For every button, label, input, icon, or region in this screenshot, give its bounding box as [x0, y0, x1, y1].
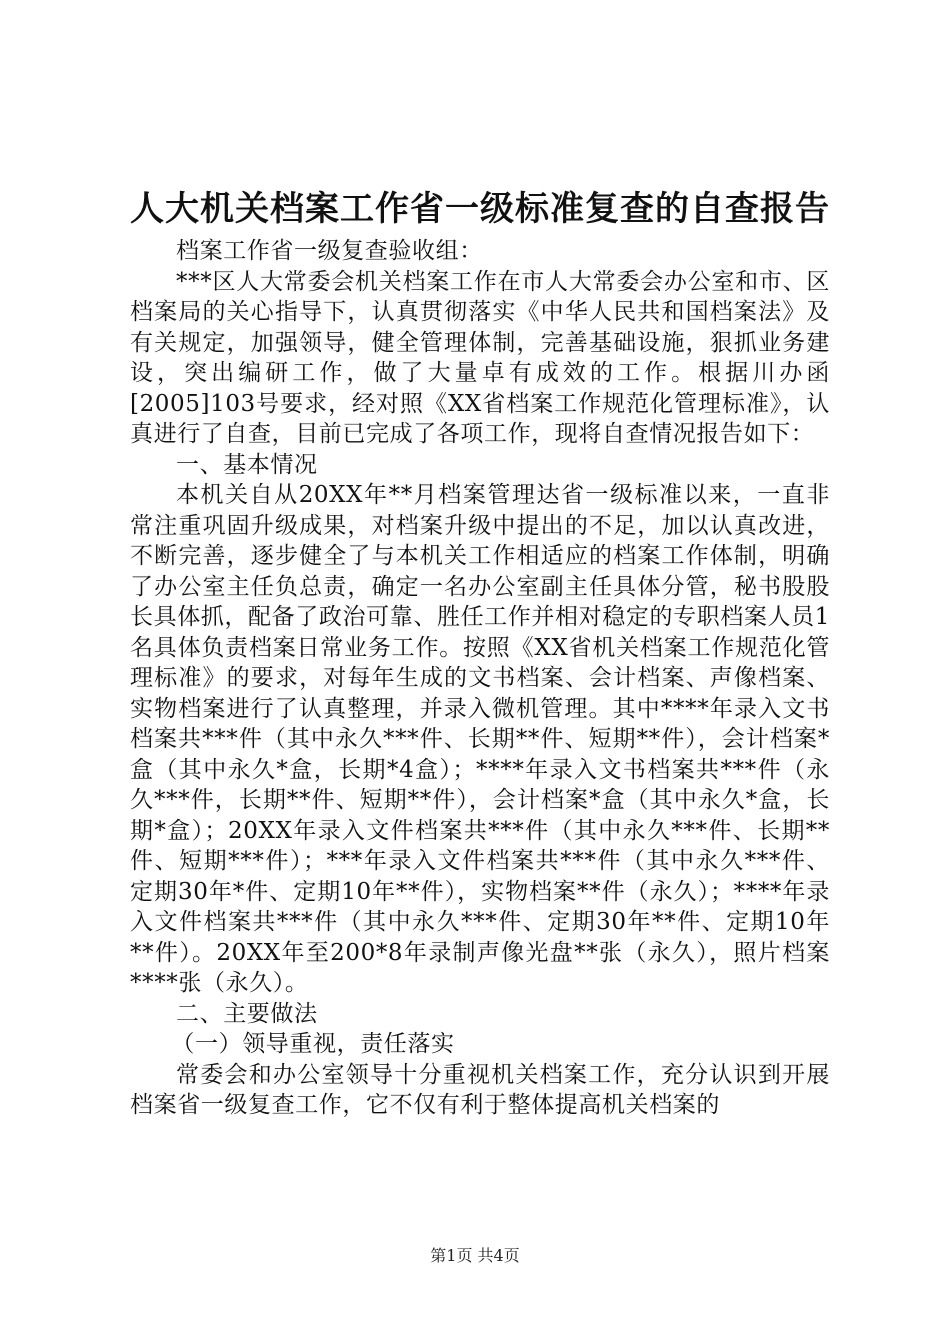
section-heading-methods: 二、主要做法 — [176, 1000, 318, 1027]
basic-situation-paragraph: 本机关自从20XX年**月档案管理达省一级标准以来，一直非常注重巩固升级成果，对档案升级中提出的不足，加以认真改进，不断完善，逐步健全了与本机关工作相适应的档案工作体制，明确了办公室主任负总责，确定一名办公室副主任具体分管，秘书股股长具体抓，配备了政治可靠、胜任工作并相对稳定的专职档案人员1名具体负责档案日常业务工作。按照《XX省机关档案工作规范化管理标准》的要求，对每年生成的文书档案、会计档案、声像档案、实物档案进行了认真整理，并录入微机管理。其中****年录入文书档案共***件（其中永久***件、长期**件、短期**件），会计档案*盒（其中永久*盒，长期*4盒）；****年录入文书档案共***件（永久***件，长期**件、短期**件），会计档案*盒（其中永久*盒，长期*盒）；20XX年录入文件档案共***件（其中永久***件、长期**件、短期***件）；***年录入文件档案共***件（其中永久***件、定期30年*件、定期10年**件），实物档案**件（永久）；****年录入文件档案共***件（其中永久***件、定期30年**件、定期10年**件）。20XX年至200*8年录制声像光盘**张（永久），照片档案****张（永久）。 — [130, 482, 830, 996]
subsection-heading-leadership: （一）领导重视，责任落实 — [171, 1031, 455, 1057]
leadership-paragraph: 常委会和办公室领导十分重视机关档案工作，充分认识到开展档案省一级复查工作，它不仅有利于整体提高机关档案的 — [130, 1061, 830, 1118]
page-footer: 第1页 共4页 — [430, 1246, 520, 1265]
intro-paragraph: ***区人大常委会机关档案工作在市人大常委会办公室和市、区档案局的关心指导下，认真贯彻落实《中华人民共和国档案法》及有关规定，加强领导，健全管理体制，完善基础设施，狠抓业务建设，突出编研工作，做了大量卓有成效的工作。根据川办函[2005]103号要求，经对照《XX省档案工作规范化管理标准》，认真进行了自查，目前已完成了各项工作，现将自查情况报告如下： — [130, 268, 830, 447]
section-heading-basic: 一、基本情况 — [176, 451, 318, 478]
document-title: 人大机关档案工作省一级标准复查的自查报告 — [130, 189, 830, 229]
salutation-paragraph: 档案工作省一级复查验收组： — [176, 238, 483, 264]
document-body — [130, 236, 830, 1121]
